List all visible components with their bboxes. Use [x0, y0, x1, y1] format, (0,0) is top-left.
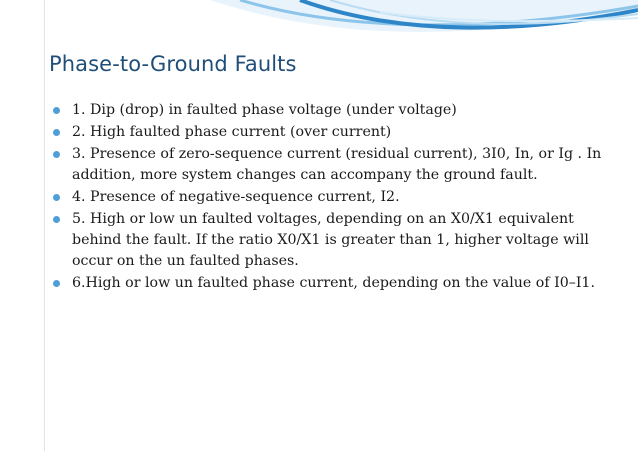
left-margin-line: [44, 0, 45, 451]
bullet-icon: [53, 107, 60, 114]
bullet-list: [50, 100, 610, 295]
bullet-icon: [53, 129, 60, 136]
bullet-item: [50, 144, 610, 186]
bullet-item: [50, 209, 610, 272]
bullet-text: 2. High faulted phase current (over current): [72, 124, 392, 140]
bullet-text: 3. Presence of zero-sequence current (residual current), 3I0, In, or Ig . In addition, more system changes can accompany the ground fault.: [72, 146, 602, 183]
bullet-icon: [53, 194, 60, 201]
bullet-icon: [53, 151, 60, 158]
bullet-text: 4. Presence of negative-sequence current, I2.: [72, 189, 400, 205]
bullet-icon: [53, 280, 60, 287]
bullet-item: [50, 100, 610, 121]
bullet-item: [50, 187, 610, 208]
bullet-text: 6.High or low un faulted phase current, depending on the value of I0–I1.: [72, 275, 595, 291]
bullet-text: 5. High or low un faulted voltages, depending on an X0/X1 equivalent behind the fault. If the ratio X0/X1 is greater than 1, higher voltage will occur on the un faulted phases.: [72, 211, 589, 269]
bullet-icon: [53, 216, 60, 223]
bullet-item: [50, 273, 610, 294]
slide-title: Phase-to-Ground Faults: [49, 52, 297, 76]
bullet-item: [50, 122, 610, 143]
bullet-text: 1. Dip (drop) in faulted phase voltage (under voltage): [72, 102, 457, 118]
